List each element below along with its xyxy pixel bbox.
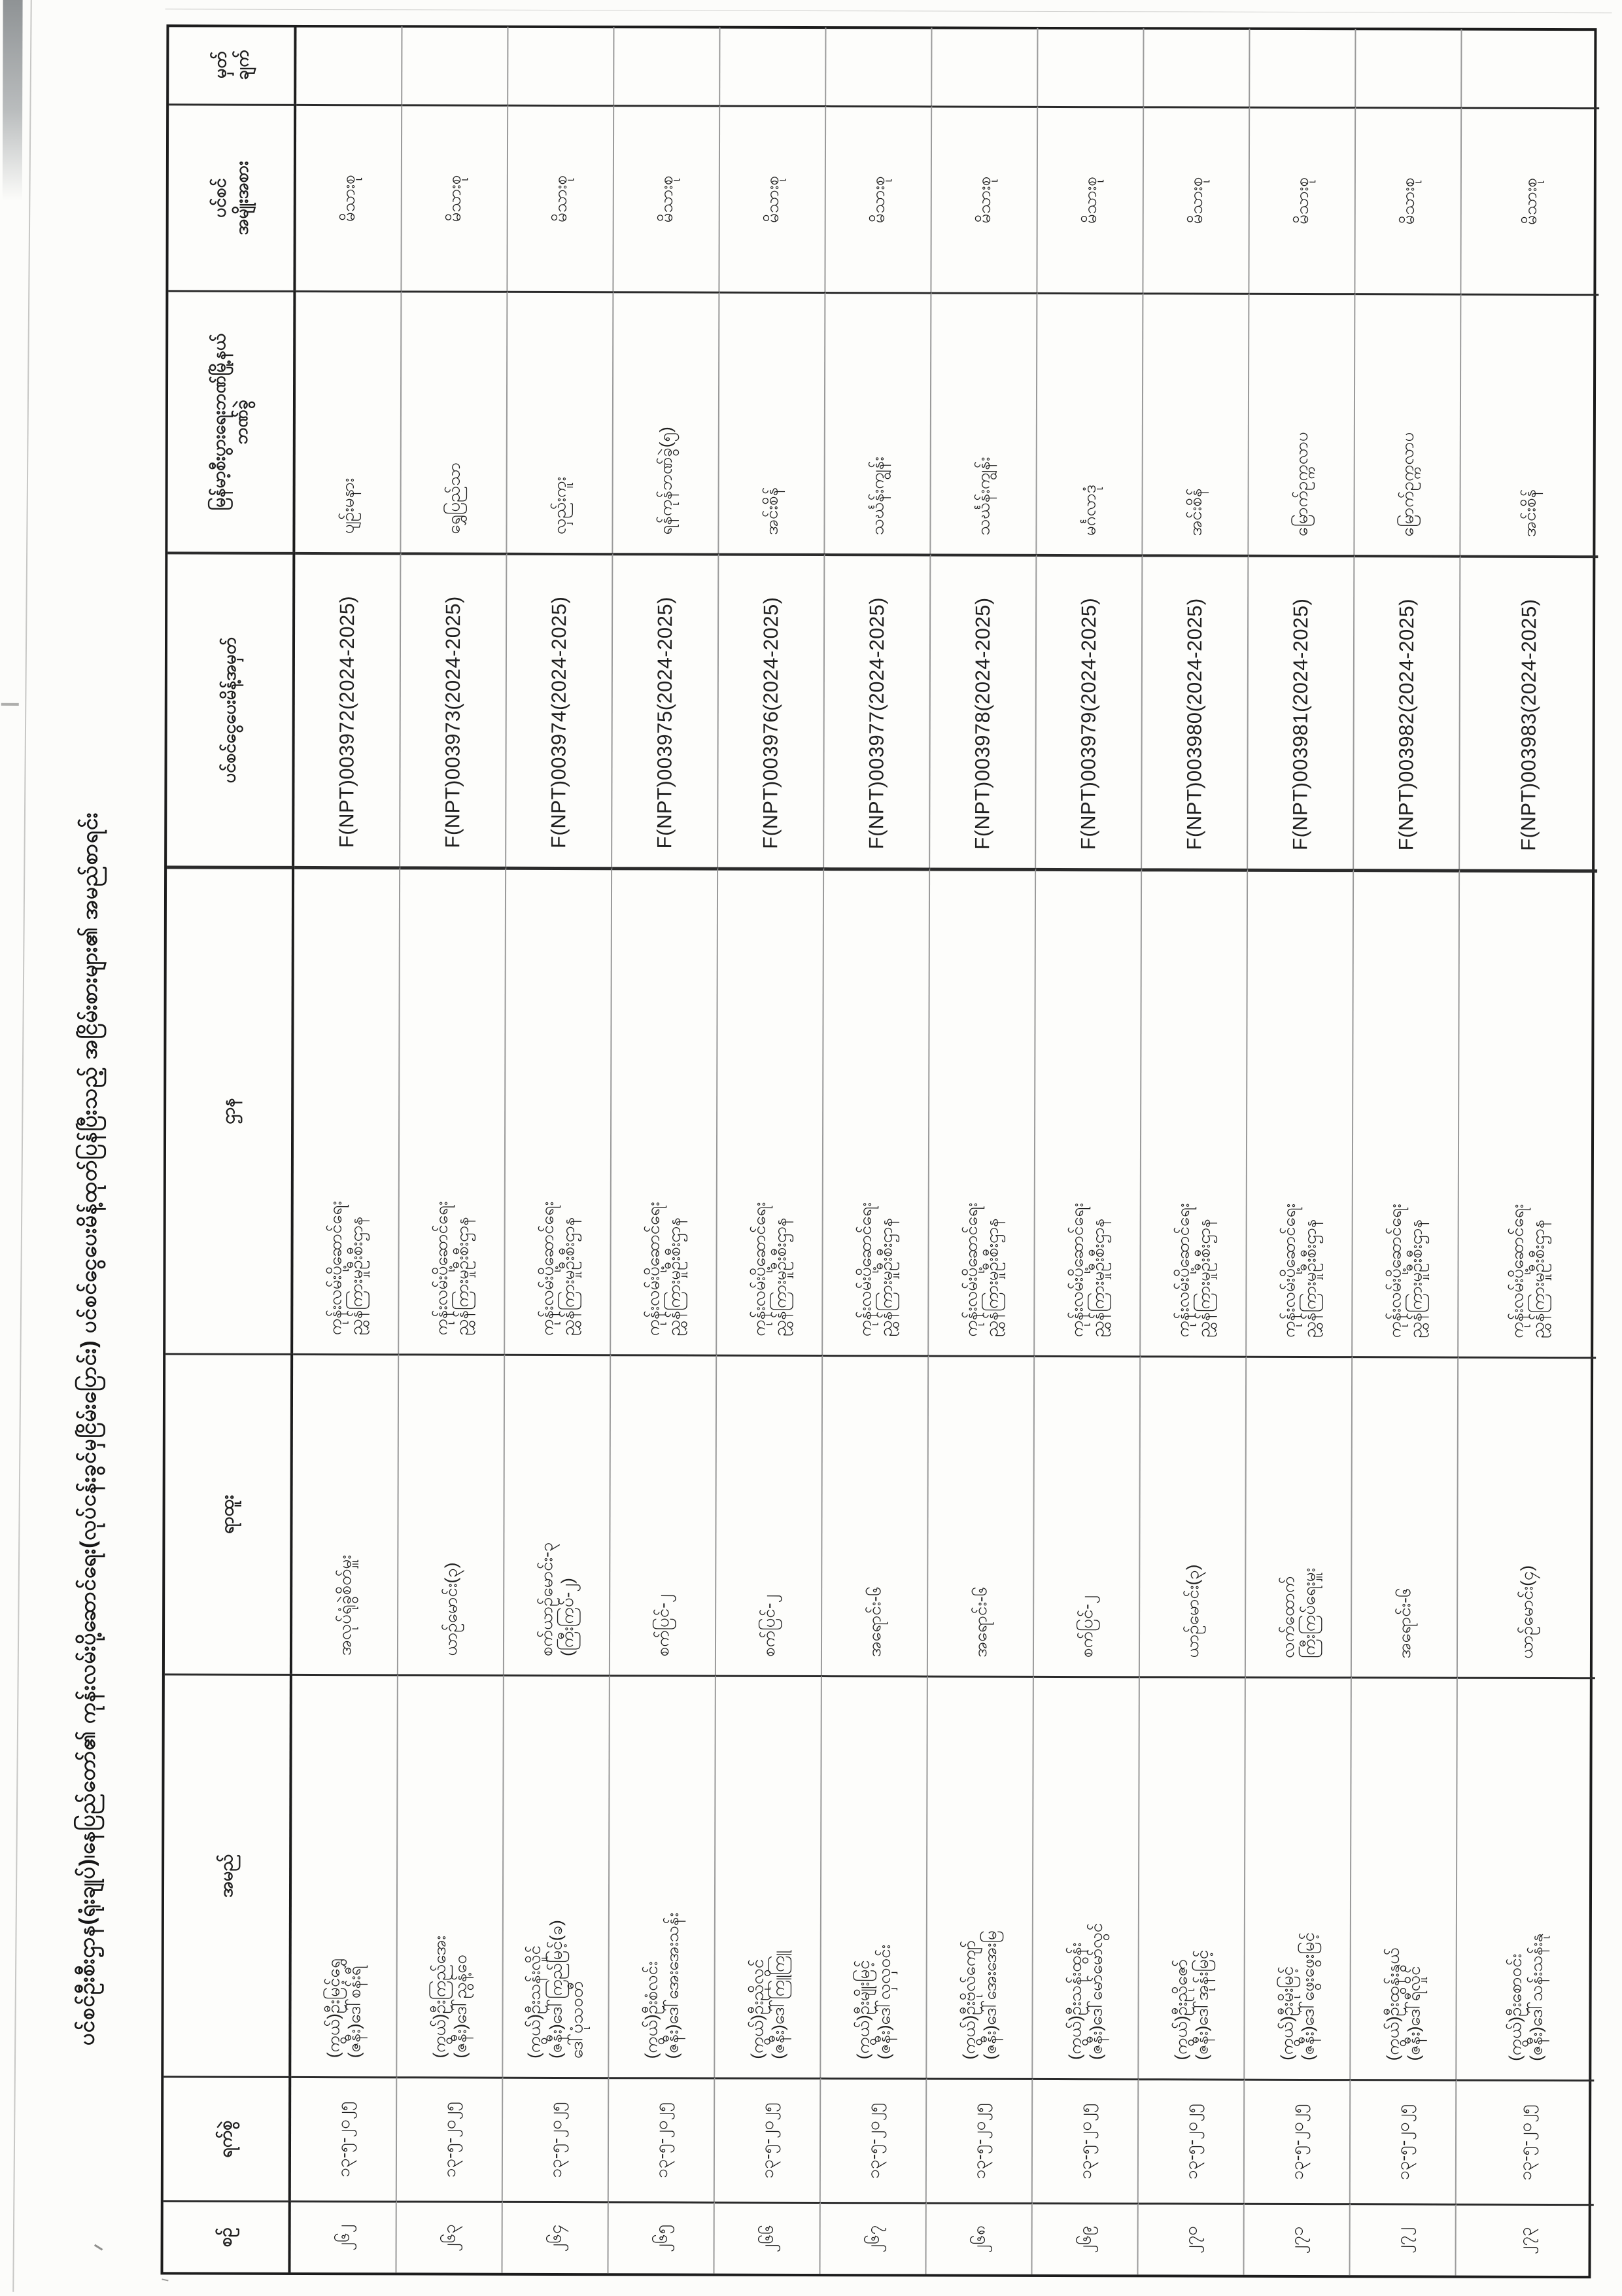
paper-edge-line — [12, 0, 32, 2292]
table-region — [160, 24, 1598, 2278]
cell-position-text: စက်ယာဉ်မောင်း-၃ — [536, 1542, 556, 1656]
cell-pension-type-text: မိသားစု — [762, 175, 782, 223]
cell-remark — [508, 27, 614, 105]
cell-pension-type-text: မိသားစု — [868, 176, 888, 224]
header-name — [164, 1673, 292, 2076]
cell-name-text: (ကွယ်)ဦးမိုးမြင့် — [1276, 1966, 1297, 2061]
cell-pension-type — [1355, 107, 1462, 293]
header-position — [165, 1353, 293, 1674]
cell-department — [823, 867, 930, 1355]
cell-serial-text: ၂၇၂ — [1392, 2227, 1413, 2254]
cell-order-no-text: F(NPT)003974(2024-2025) — [546, 596, 570, 849]
cell-date — [609, 2077, 715, 2201]
cell-position — [716, 1355, 823, 1675]
cell-department-text: ကုန်းလမ်းပို့ဆောင်ရေး — [1384, 1204, 1405, 1338]
cell-order-no — [506, 553, 613, 867]
cell-department — [1353, 869, 1460, 1356]
cell-serial-text: ၂၆၄ — [545, 2224, 565, 2252]
cell-date-text: ၁၃-၅-၂၀၂၅ — [757, 2102, 777, 2179]
ink-speck — [162, 2278, 168, 2281]
cell-name-text: (ကွယ်)ဦးဗိုလ်ကျော် — [958, 1939, 979, 2060]
cell-position — [292, 1353, 399, 1674]
cell-remark — [932, 27, 1038, 105]
cell-department-text: ကုန်းလမ်းပို့ဆောင်ရေး — [430, 1201, 451, 1336]
cell-name-text: (ဇနီး)ဒေါ်ရီလှိုင် — [1404, 1966, 1424, 2061]
cell-department — [929, 867, 1036, 1355]
cell-bank-branch — [1249, 293, 1355, 555]
header-serial — [163, 2200, 290, 2272]
cell-position — [1140, 1355, 1247, 1676]
header-label: စဉ် — [215, 2227, 235, 2248]
cell-date-text: ၁၃-၅-၂၀၂၅ — [1075, 2103, 1095, 2180]
cell-position-text: အရောင်း-၆ — [970, 1586, 990, 1658]
cell-name — [1245, 1677, 1352, 2079]
cell-date-text: ၁၃-၅-၂၀၂၅ — [545, 2102, 565, 2178]
cell-name — [609, 1675, 716, 2077]
cell-pension-type — [719, 105, 826, 292]
cell-department-text: ကုန်းလမ်းပို့ဆောင်ရေး — [1066, 1202, 1087, 1338]
cell-position-text: စက်ပြင်-၂ — [1076, 1595, 1096, 1658]
cell-pension-type-text: မိသားစု — [1186, 177, 1206, 224]
cell-remark — [720, 27, 826, 105]
cell-position-text: ယာဉ်မောင်း(၄) — [1516, 1565, 1537, 1659]
header-department — [165, 865, 294, 1353]
header-bank-branch — [167, 290, 296, 552]
cell-bank-branch — [1143, 292, 1249, 554]
cell-name — [291, 1674, 398, 2076]
cell-department-text: ကုန်းလမ်းပို့ဆောင်ရေး — [960, 1202, 981, 1337]
scan-corner-shadow — [3, 0, 23, 201]
cell-serial — [1032, 2202, 1138, 2274]
cell-bank-branch — [825, 292, 931, 553]
cell-position — [1458, 1357, 1596, 1678]
cell-date — [1139, 2078, 1245, 2202]
cell-pension-type-text: မိသားစု — [338, 175, 358, 222]
cell-pension-type — [825, 105, 932, 292]
cell-department-text: ညွှန်ကြားမှုဦးစီးဌာန — [346, 1216, 366, 1336]
cell-pension-type-text: မိသားစု — [974, 176, 994, 224]
cell-order-no — [400, 552, 507, 866]
cell-department-text: ကုန်းလမ်းပို့ဆောင်ရေး — [536, 1201, 557, 1336]
header-label: အမျိုးအစား — [232, 161, 252, 235]
cell-name — [1033, 1676, 1140, 2078]
cell-position-text: စက်ပြင်-၂ — [758, 1594, 778, 1657]
cell-position-text: ယာဉ်မောင်း(၃) — [440, 1562, 461, 1656]
header-label: ချက် — [232, 50, 252, 80]
cell-bank-branch-text: မင်္ဂလာဒုံ — [1079, 484, 1099, 536]
cell-bank-branch — [1460, 294, 1598, 556]
cell-order-no — [294, 552, 401, 866]
cell-name — [927, 1675, 1034, 2078]
cell-pension-type-text: မိသားစု — [1080, 177, 1100, 224]
cell-department-text: ကုန်းလမ်းပို့ဆောင်ရေး — [1278, 1203, 1299, 1338]
cell-department — [1458, 869, 1597, 1357]
cell-department — [399, 866, 506, 1353]
cell-bank-branch-text: အင်းစိန် — [1519, 489, 1540, 537]
cell-name-text: (ကွယ်)ဦးစောဝင်း — [1504, 1953, 1525, 2061]
cell-date — [927, 2078, 1033, 2202]
header-label: အမည် — [216, 1854, 236, 1898]
cell-department-text: ကုန်းလမ်းပို့ဆောင်ရေး — [324, 1200, 345, 1336]
cell-name — [1457, 1677, 1595, 2080]
cell-order-no — [1142, 554, 1249, 868]
cell-order-no — [1036, 554, 1143, 868]
cell-position-text: အရောင်း-၆ — [864, 1586, 884, 1658]
cell-pension-type-text: မိသားစု — [1398, 177, 1418, 225]
cell-department — [505, 867, 612, 1354]
cell-name-text: (ကွယ်)ဦးသန်းထွန်း — [1064, 1942, 1085, 2061]
cell-name-text: (ဇနီး)ဒေါ်ဖွေးဖွေးမြင့် — [1298, 1932, 1318, 2061]
cell-serial — [1244, 2203, 1350, 2275]
cell-department — [1247, 869, 1354, 1356]
cell-name — [397, 1674, 504, 2076]
cell-date-text: ၁၃-၅-၂၀၂၅ — [651, 2102, 671, 2178]
cell-date-text: ၁၃-၅-၂၀၂၅ — [1181, 2104, 1201, 2180]
cell-date — [1351, 2079, 1457, 2203]
cell-bank-branch-text: ပျဉ်းမနား — [337, 478, 358, 534]
cell-serial-text: ၂၆၇ — [863, 2225, 883, 2253]
cell-name-text: (ကွယ်)ဦးထွန်းနွယ် — [1382, 1947, 1403, 2061]
cell-serial — [396, 2200, 502, 2272]
cell-name — [503, 1675, 610, 2077]
cell-order-no — [930, 553, 1037, 867]
cell-remark — [402, 26, 508, 104]
cell-serial — [502, 2201, 608, 2273]
cell-serial-text: ၂၇၃ — [1515, 2227, 1535, 2255]
cell-pension-type-text: မိသားစု — [1292, 177, 1312, 224]
cell-serial — [820, 2202, 926, 2274]
cell-serial-text: ၂၆၃ — [439, 2224, 459, 2252]
cell-position — [504, 1354, 611, 1675]
cell-date — [715, 2078, 821, 2202]
cell-name — [715, 1675, 822, 2078]
cell-bank-branch-text: အင်းစိန် — [761, 487, 782, 535]
cell-department — [611, 867, 718, 1354]
cell-serial-text: ၂၇၀ — [1181, 2225, 1201, 2254]
cell-date — [1245, 2079, 1351, 2203]
cell-serial — [714, 2202, 820, 2274]
cell-pension-type-text: မိသားစု — [444, 175, 464, 222]
cell-order-no-text: F(NPT)003980(2024-2025) — [1182, 598, 1206, 850]
cell-name-text: (ဇနီး)ဒေါ်စန်းရီ — [344, 1966, 364, 2059]
cell-name-text: ဒေါ်ပုံသဝတီ — [566, 1981, 587, 2059]
cell-serial — [1456, 2204, 1593, 2276]
header-pension-order-no — [167, 551, 295, 866]
scan-ghost-line — [165, 9, 1612, 13]
cell-bank-branch — [931, 292, 1037, 553]
header-remark — [169, 26, 296, 104]
cell-bank-branch — [401, 290, 508, 552]
cell-serial — [1350, 2203, 1456, 2275]
cell-department-text: ညွှန်ကြားမှုဦးစီးဌာန — [1406, 1219, 1426, 1338]
cell-department-text: ညွှန်ကြားမှုဦးစီးဌာန — [1300, 1219, 1320, 1338]
cell-name — [821, 1675, 928, 2078]
cell-serial — [608, 2201, 714, 2273]
cell-pension-type-text: မိသားစု — [656, 175, 676, 223]
cell-position-text: အလုပ်ရုံခွဲစိတ်မှူး — [334, 1555, 355, 1656]
cell-name-text: (ဇနီး)ဒေါ်ညွန့်ဝေ — [450, 1955, 470, 2059]
cell-name-text: (ဇနီး)ဒေါ်ကြူကြူ — [768, 1951, 788, 2059]
cell-date-text: ၁၃-၅-၂၀၂၅ — [333, 2101, 353, 2178]
cell-remark — [826, 27, 932, 105]
cell-name-text: (ကွယ်)ဦးသန်းလှိုင် — [524, 1945, 545, 2059]
cell-order-no-text: F(NPT)003972(2024-2025) — [334, 595, 358, 848]
cell-name-text: (ဇနီး)ဒေါ်အုန်းမြင့် — [1192, 1949, 1212, 2061]
cell-position-text: ယာဉ်မောင်း(၃) — [1182, 1564, 1203, 1658]
cell-pension-type — [508, 105, 614, 291]
cell-department-text: ညွှန်ကြားမှုဦးစီးဌာန — [982, 1218, 1002, 1337]
cell-bank-branch-text: မြောက်ဥက္ကလာပ — [1397, 432, 1417, 537]
cell-order-no-text: F(NPT)003979(2024-2025) — [1076, 597, 1100, 850]
cell-pension-type — [1461, 107, 1599, 294]
cell-order-no — [612, 553, 719, 867]
cell-bank-branch-text: မြောက်ဥက္ကလာပ — [1291, 432, 1311, 536]
cell-department-text: ညွှန်ကြားမှုဦးစီးဌာန — [1088, 1218, 1108, 1338]
pension-table — [160, 24, 1596, 2278]
cell-name-text: (ကွယ်)ဦးမျိုးမြင့် — [852, 1960, 873, 2060]
cell-name-text: (ဇနီး)ဒေါ်ကြည်မြင့်(ခ) — [545, 1920, 566, 2059]
cell-name-text: (ကွယ်)ဦးမြင့်ရွှေ — [322, 1958, 343, 2059]
cell-bank-branch — [295, 290, 402, 552]
cell-order-no-text: F(NPT)003976(2024-2025) — [758, 597, 782, 849]
cell-name-text: (ဇနီး)ဒေါ်လှလှဝင်း — [874, 1944, 894, 2060]
cell-pension-type — [402, 104, 508, 290]
cell-date — [397, 2076, 503, 2200]
cell-order-no-text: F(NPT)003977(2024-2025) — [864, 597, 888, 850]
cell-date-text: ၁၃-၅-၂၀၂၅ — [439, 2102, 459, 2178]
cell-name — [1351, 1677, 1458, 2079]
cell-position — [822, 1355, 929, 1675]
cell-name-text: (ကွယ်)ဦးညိုလွင် — [746, 1958, 767, 2059]
cell-bank-branch-text: ရန်ကုန်ဘဏ်ခွဲ(၅) — [655, 426, 676, 535]
cell-order-no-text: F(NPT)003973(2024-2025) — [440, 596, 464, 848]
cell-name-text: (ဇနီး)ဒေါ်အေးအေးသန်း — [662, 1912, 682, 2059]
cell-order-no-text: F(NPT)003983(2024-2025) — [1516, 599, 1540, 851]
cell-pension-type-text: မိသားစု — [1520, 177, 1540, 225]
cell-position — [928, 1355, 1035, 1675]
cell-bank-branch-text: သင်္ဃန်းကျွန်း — [973, 457, 993, 536]
cell-pension-type — [613, 105, 720, 291]
cell-position-text: စက်ပြင်-၂ — [652, 1594, 672, 1657]
header-label: ပင်စင်ငွေပေးမိန့်အမှတ် — [219, 637, 239, 784]
cell-pension-type-text: မိသားစု — [550, 175, 570, 222]
cell-pension-type — [1249, 107, 1356, 293]
header-pension-type — [168, 103, 296, 290]
cell-remark — [296, 26, 402, 104]
cell-department — [1035, 868, 1142, 1355]
header-label: ရာထူး — [217, 1495, 237, 1535]
cell-date-text: ၁၃-၅-၂၀၂၅ — [1392, 2104, 1413, 2180]
cell-bank-branch — [613, 291, 719, 553]
cell-serial-text: ၂၆၆ — [757, 2225, 777, 2253]
cell-department-text: ကုန်းလမ်းပို့ဆောင်ရေး — [1172, 1203, 1193, 1338]
cell-pension-type — [1037, 106, 1144, 292]
cell-remark — [614, 27, 720, 105]
cell-bank-branch-text: အင်းစိန် — [1185, 488, 1205, 536]
cell-remark — [1356, 29, 1462, 107]
cell-bank-branch-text: လှည်းကူး — [549, 476, 570, 535]
cell-remark — [1144, 28, 1250, 106]
cell-department-text: ကုန်းလမ်းပို့ဆောင်ရေး — [1506, 1204, 1527, 1338]
cell-department-text: ညွှန်ကြားမှုဦးစီးဌာန — [664, 1217, 684, 1336]
cell-position-text: လက်ထောက် — [1277, 1576, 1298, 1658]
cell-name-text: (ဇနီး)ဒေါ်မော်မော်လွင် — [1086, 1922, 1106, 2061]
cell-bank-branch — [1355, 293, 1461, 555]
cell-order-no — [1460, 555, 1598, 870]
cell-department-text: ညွှန်ကြားမှုဦးစီးဌာန — [558, 1217, 578, 1336]
cell-date — [821, 2078, 927, 2202]
cell-date-text: ၁၃-၅-၂၀၂၅ — [1286, 2104, 1307, 2180]
margin-mark — [1, 703, 19, 706]
cell-name-text: (ကွယ်)ဦးကြည်အေး — [428, 1935, 449, 2059]
cell-pension-type — [296, 104, 402, 290]
cell-remark — [1462, 29, 1599, 108]
header-label: မှတ် — [210, 51, 230, 79]
cell-pension-type — [1143, 106, 1250, 292]
cell-name-text: (ဇနီး)ဒေါ်သန်းသန်းနု — [1526, 1933, 1546, 2061]
cell-department-text: ကုန်းလမ်းပို့ဆောင်ရေး — [642, 1202, 663, 1336]
cell-order-no-text: F(NPT)003975(2024-2025) — [652, 596, 676, 849]
cell-date — [291, 2076, 397, 2200]
cell-department-text: ကုန်းလမ်းပို့ဆောင်ရေး — [854, 1202, 875, 1337]
cell-date-text: ၁၃-၅-၂၀၂၅ — [969, 2103, 989, 2180]
header-label: ရက်စွဲ — [215, 2120, 235, 2158]
page-title: ပင်စင်ဦးစီးဌာန(ရုံးချုပ်)၊နေပြည်တော်၏ ကုန်းလမ်းပို့ဆောင်ရေး(လုပ်ငန်းခွင်မှငြိမ်းပြောင်း) ပင်စင်ငွေပေးမိန့်ထုတ်ပြန်ပြီးသည့် အငြိမ်းစားများ၏ အမည်စာရင်း — [74, 812, 102, 2046]
header-label: ဘဏ်ခွဲ — [231, 399, 251, 445]
header-label: မြန်မာ့စီးပွားရေးဘဏ်မြို့နယ် — [209, 333, 230, 511]
cell-bank-branch — [719, 292, 825, 553]
cell-department-text: ညွှန်ကြားမှုဦးစီးဌာန — [452, 1217, 472, 1336]
cell-serial-text: ၂၆၈ — [969, 2225, 989, 2253]
cell-order-no — [1248, 555, 1355, 869]
cell-department-text: ညွှန်ကြားမှုဦးစီးဌာန — [1194, 1219, 1214, 1338]
cell-department-text: ညွှန်ကြားမှုဦးစီးဌာန — [770, 1217, 790, 1336]
cell-position — [610, 1354, 717, 1675]
cell-position — [1246, 1356, 1353, 1677]
cell-date — [1033, 2078, 1139, 2202]
cell-date-text: ၁၃-၅-၂၀၂၅ — [1515, 2104, 1535, 2181]
cell-bank-branch — [1037, 292, 1143, 554]
header-label: ပင်စင် — [209, 178, 230, 218]
cell-department-text: ညွှန်ကြားမှုဦးစီးဌာန — [1528, 1219, 1548, 1338]
cell-name-text: (ကွယ်)ဦးညိုဇော် — [1170, 1959, 1191, 2061]
cell-bank-branch-text: သင်္ဃန်းကျွန်း — [867, 457, 888, 536]
cell-name-text: (ဇနီး)ဒေါ်အေးအေးမြ — [980, 1930, 1000, 2060]
cell-pension-type — [931, 105, 1038, 292]
cell-serial — [290, 2200, 396, 2272]
cell-serial — [1138, 2202, 1244, 2274]
cell-serial-text: ၂၆၅ — [651, 2224, 671, 2252]
cell-order-no — [824, 553, 931, 867]
cell-serial — [926, 2202, 1032, 2274]
cell-order-no — [1354, 555, 1460, 869]
cell-name — [1139, 1676, 1246, 2078]
cell-department-text: ကုန်းလမ်းပို့ဆောင်ရေး — [748, 1202, 769, 1336]
header-date — [164, 2076, 291, 2200]
cell-department — [293, 866, 400, 1353]
title-strip — [58, 266, 124, 2045]
cell-serial-text: ၂၆၉ — [1075, 2225, 1095, 2253]
cell-position-text: (ကြီးကြပ်-၂) — [557, 1578, 578, 1657]
cell-remark — [1250, 29, 1356, 107]
cell-position-text: ကြီးကြပ်ရေးမှူး — [1298, 1567, 1319, 1659]
cell-bank-branch-text: ရွှေပြည်သာ — [443, 462, 464, 534]
cell-department-text: ညွှန်ကြားမှုဦးစီးဌာန — [876, 1217, 896, 1337]
cell-date — [503, 2077, 609, 2201]
cell-serial-text: ၂၇၁ — [1286, 2226, 1307, 2254]
cell-date — [1457, 2079, 1594, 2204]
cell-serial-text: ၂၆၂ — [333, 2224, 353, 2251]
cell-department — [717, 867, 824, 1355]
cell-order-no-text: F(NPT)003978(2024-2025) — [970, 597, 994, 850]
cell-name-text: (ကွယ်)ဦးစံလင်း — [640, 1961, 661, 2059]
cell-bank-branch — [507, 291, 613, 553]
cell-position — [1352, 1356, 1458, 1677]
cell-order-no-text: F(NPT)003982(2024-2025) — [1394, 598, 1418, 851]
header-label: ဌာန — [218, 1098, 238, 1124]
cell-order-no-text: F(NPT)003981(2024-2025) — [1288, 598, 1312, 851]
cell-position — [398, 1353, 505, 1674]
cell-position-text: အရောင်း-၆ — [1394, 1588, 1414, 1659]
ink-speck — [94, 2244, 103, 2251]
cell-remark — [1038, 28, 1144, 106]
cell-order-no — [718, 553, 825, 867]
cell-position — [1034, 1355, 1141, 1676]
cell-department — [1141, 868, 1248, 1355]
cell-date-text: ၁၃-၅-၂၀၂၅ — [863, 2102, 883, 2179]
